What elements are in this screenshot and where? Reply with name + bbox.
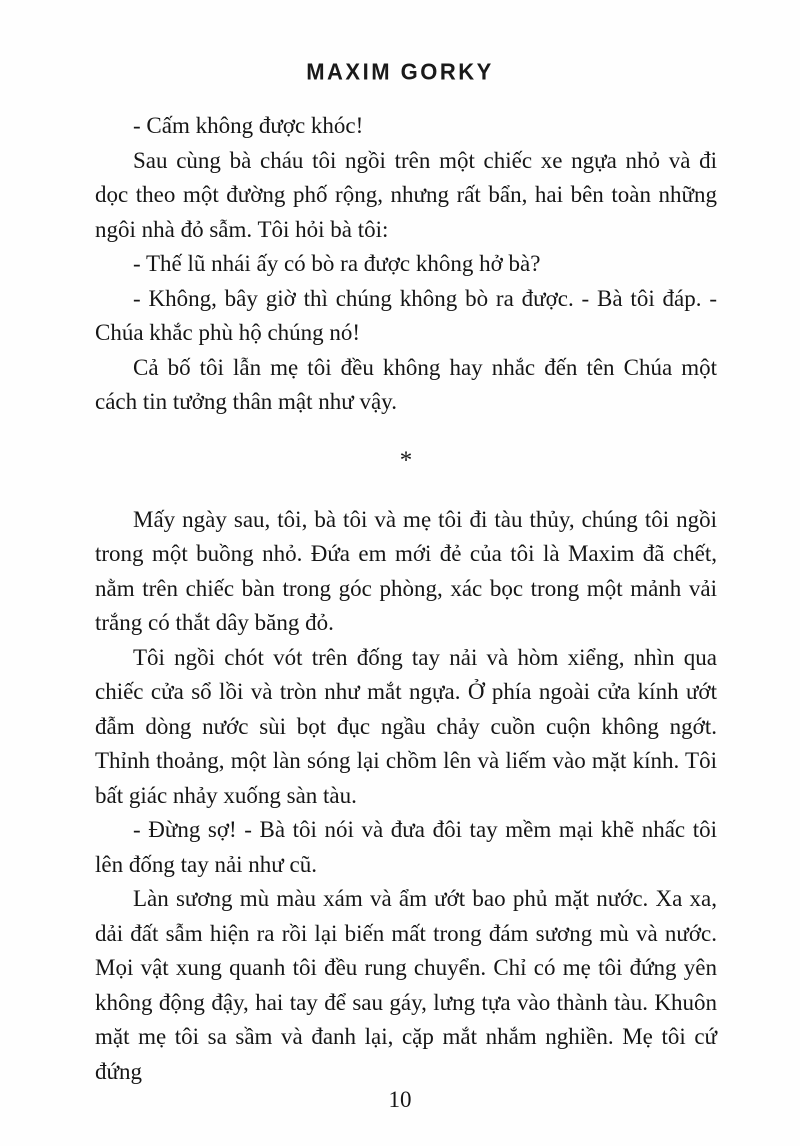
paragraph: Mấy ngày sau, tôi, bà tôi và mẹ tôi đi tàu thủy, chúng tôi ngồi trong một buồng nhỏ. Đứa em mới đẻ của tôi là Maxim đã chết, nằm trên chiếc bàn trong góc phòng, xác bọc trong một mảnh vải trắng có thắt dây băng đỏ.	[95, 506, 717, 635]
section-separator-star: *	[399, 446, 413, 474]
paragraph: Sau cùng bà cháu tôi ngồi trên một chiếc xe ngựa nhỏ và đi dọc theo một đường phố rộng, nhưng rất bẩn, hai bên toàn những ngôi nhà đỏ sẫm. Tôi hỏi bà tôi:	[95, 147, 717, 242]
paragraph: Cả bố tôi lẫn mẹ tôi đều không hay nhắc đến tên Chúa một cách tin tưởng thân mật như vậy.	[95, 354, 717, 414]
paragraph-dialogue: - Đừng sợ! - Bà tôi nói và đưa đôi tay mềm mại khẽ nhấc tôi lên đống tay nải như cũ.	[95, 817, 717, 877]
paragraph-dialogue: - Cấm không được khóc!	[133, 113, 364, 138]
page-content	[95, 109, 717, 1089]
paragraph: Làn sương mù màu xám và ẩm ướt bao phủ mặt nước. Xa xa, dải đất sẫm hiện ra rồi lại biến mất trong đám sương mù và nước. Mọi vật xung quanh tôi đều rung chuyển. Chỉ có mẹ tôi đứng yên không động đậy, hai tay để sau gáy, lưng tựa vào thành tàu. Khuôn mặt mẹ tôi sa sầm và đanh lại, cặp mắt nhắm nghiền. Mẹ tôi cứ đứng	[95, 886, 717, 1084]
paragraph-dialogue: - Thế lũ nhái ấy có bò ra được không hở bà?	[133, 251, 541, 276]
running-header: MAXIM GORKY	[306, 58, 494, 85]
paragraph-dialogue: - Không, bây giờ thì chúng không bò ra được. - Bà tôi đáp. - Chúa khắc phù hộ chúng nó!	[95, 285, 717, 345]
page-number: 10	[388, 1087, 412, 1112]
paragraph: Tôi ngồi chót vót trên đống tay nải và hòm xiểng, nhìn qua chiếc cửa sổ lồi và tròn như mắt ngựa. Ở phía ngoài cửa kính ướt đẫm dòng nước sùi bọt đục ngầu chảy cuồn cuộn không ngớt. Thỉnh thoảng, một làn sóng lại chồm lên và liếm vào mặt kính. Tôi bất giác nhảy xuống sàn tàu.	[95, 644, 717, 808]
